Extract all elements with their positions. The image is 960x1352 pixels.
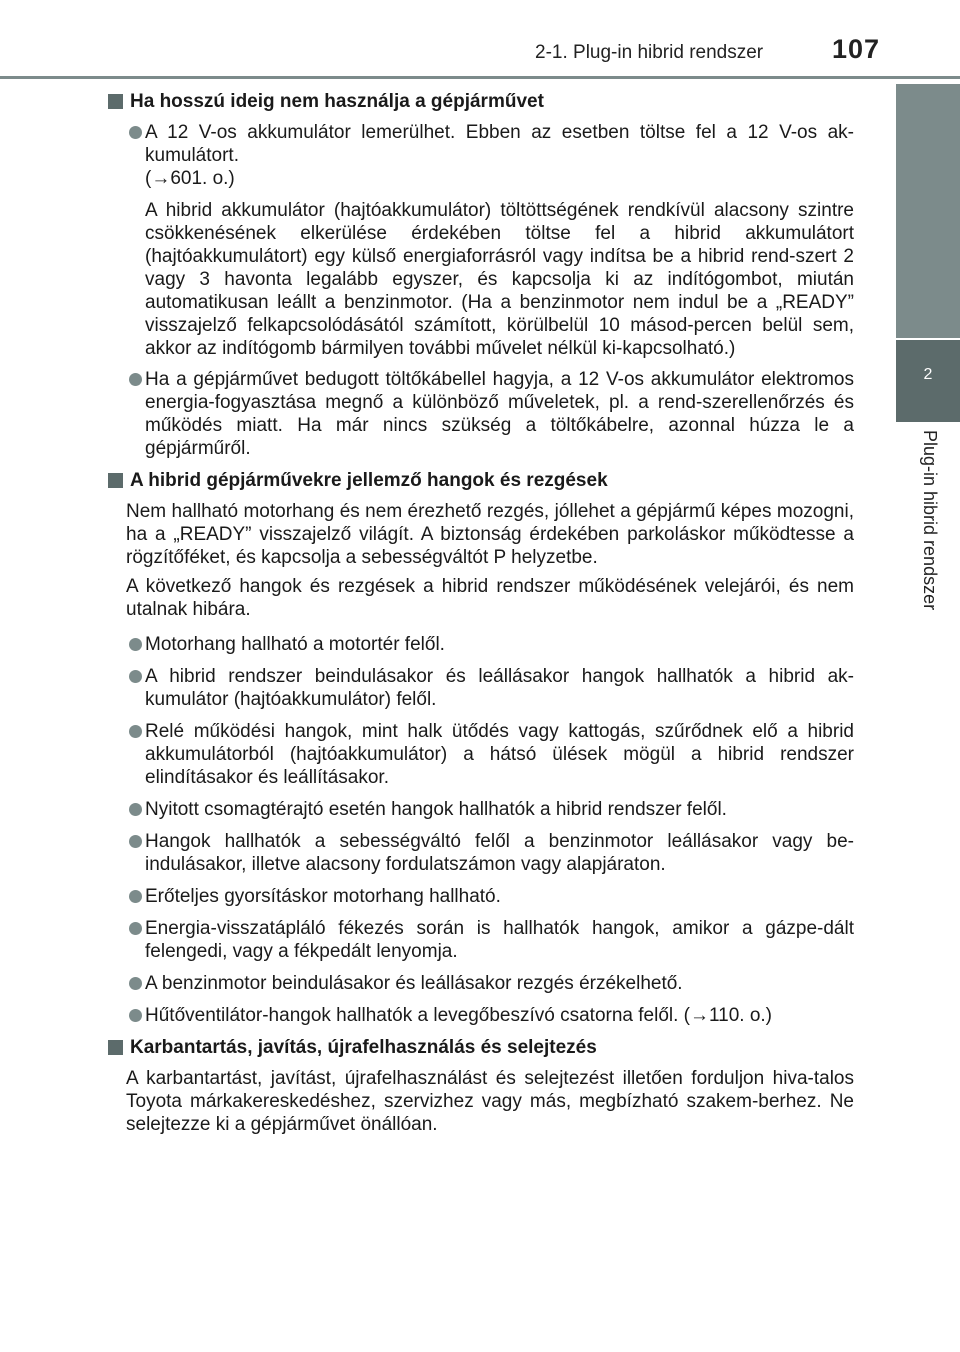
- list-item-text: A hibrid rendszer beindulásakor és leállásakor hangok hallhatók a hibrid ak-kumulátor (hajtóakkumulátor) felől.: [145, 666, 854, 710]
- page-header: [0, 0, 960, 80]
- chapter-number: 2: [923, 366, 933, 383]
- list-item: [108, 633, 854, 656]
- chapter-side-label: [896, 430, 960, 650]
- list-item-text: Nyitott csomagtérajtó esetén hangok hallhatók a hibrid rendszer felől.: [145, 799, 727, 820]
- list-item-text: Motorhang hallható a motortér felől.: [145, 634, 445, 655]
- circle-bullet-icon: [129, 1009, 142, 1022]
- page-number: 107: [832, 34, 881, 64]
- list-item: [108, 830, 854, 876]
- paragraph: A következő hangok és rezgések a hibrid rendszer működésének velejárói, és nem utalnak hibára.: [126, 576, 854, 620]
- circle-bullet-icon: [129, 922, 142, 935]
- circle-bullet-icon: [129, 126, 142, 139]
- section-heading-text: A hibrid gépjárművekre jellemző hangok és rezgések: [130, 470, 608, 491]
- section-heading: [108, 1036, 854, 1059]
- square-bullet-icon: [108, 94, 123, 109]
- circle-bullet-icon: [129, 725, 142, 738]
- circle-bullet-icon: [129, 638, 142, 651]
- list-item: [108, 885, 854, 908]
- chapter-tab: [896, 340, 960, 422]
- section-heading-text: Karbantartás, javítás, újrafelhasználás és selejtezés: [130, 1037, 597, 1058]
- section-heading: [108, 90, 854, 113]
- paragraph: Nem hallható motorhang és nem érezhető rezgés, jóllehet a gépjármű képes mozogni, ha a „READY” visszajelző világít. A biztonság érdekében parkoláskor működtesse a rögzítőféket, és kapcsolja a sebességváltót P helyzetbe.: [126, 501, 854, 568]
- circle-bullet-icon: [129, 890, 142, 903]
- header-rule: [0, 76, 960, 79]
- circle-bullet-icon: [129, 670, 142, 683]
- list-item-text: Ha a gépjárművet bedugott töltőkábellel hagyja, a 12 V-os akkumulátor elektromos energia-fogyasztása megnő a különböző műveletek, pl. a rend-szerellenőrzés és működés miatt. Ha már nincs szükség a töltőkábelre, azonnal húzza le a gépjárműről.: [145, 369, 854, 459]
- circle-bullet-icon: [129, 373, 142, 386]
- list-item-text: Hangok hallhatók a sebességváltó felől a benzinmotor leállásakor vagy be-indulásakor, illetve alacsony fordulatszámon vagy alapjáraton.: [145, 831, 854, 875]
- list-item: [108, 368, 854, 460]
- section-title: 2-1. Plug-in hibrid rendszer: [535, 42, 764, 63]
- circle-bullet-icon: [129, 803, 142, 816]
- chapter-label: Plug-in hibrid rendszer: [920, 430, 940, 611]
- section-heading: [108, 469, 854, 492]
- list-item: [108, 121, 854, 190]
- note-paragraph: A hibrid akkumulátor (hajtóakkumulátor) töltöttségének rendkívül alacsony szintre csökkenésének elkerülése érdekében töltse fel a hibrid akkumulátort (hajtóakkumulátort) egy külső energiaforrásról vagy indítsa be a hibrid rend-szert 2 vagy 3 havonta legalább egyszer, és kapcsolja ki az indítógombot, miután automatikusan leállt a benzinmotor. (Ha a benzinmotor nem indul be a „READY” visszajelző felkapcsolódásától számított, körülbelül 10 másod-percen belül sem, akkor az indítógomb bármilyen további művelet nélkül ki-kapcsolható.): [145, 200, 854, 359]
- list-item-text: Relé működési hangok, mint halk ütődés vagy kattogás, szűrődnek elő a hibrid akkumulátorból (hajtóakkumulátor) a hátsó ülések mögül a hibrid rendszer elindításakor és leállításakor.: [145, 721, 854, 788]
- page-reference[interactable]: (→601. o.): [145, 168, 235, 189]
- list-item: [108, 665, 854, 711]
- list-item-text: Energia-visszatápláló fékezés során is hallhatók hangok, amikor a gázpe-dált felengedi, vagy a fékpedált lenyomja.: [145, 918, 854, 962]
- list-item: [108, 798, 854, 821]
- list-item-text: Hűtőventilátor-hangok hallhatók a levegőbeszívó csatorna felől. (→110. o.): [145, 1005, 773, 1026]
- list-item: [108, 720, 854, 789]
- paragraph: A karbantartást, javítást, újrafelhasználást és selejtezést illetően forduljon hiva-talos Toyota márkakereskedéshez, szervizhez vagy más, megbízható szakem-berhez. Ne selejtezze ki a gépjárművet önállóan.: [126, 1068, 854, 1135]
- circle-bullet-icon: [129, 977, 142, 990]
- square-bullet-icon: [108, 1040, 123, 1055]
- circle-bullet-icon: [129, 835, 142, 848]
- side-bar: [896, 84, 960, 338]
- section-heading-text: Ha hosszú ideig nem használja a gépjárművet: [130, 91, 544, 112]
- list-item-text: A benzinmotor beindulásakor és leállásakor rezgés érzékelhető.: [145, 973, 683, 994]
- list-item-text: A 12 V-os akkumulátor lemerülhet. Ebben az esetben töltse fel a 12 V-os ak-kumulátort.: [145, 122, 854, 166]
- list-item: [108, 972, 854, 995]
- list-item: [108, 917, 854, 963]
- square-bullet-icon: [108, 473, 123, 488]
- page-content: [108, 90, 854, 1142]
- list-item: [108, 1004, 854, 1027]
- list-item-text: Erőteljes gyorsításkor motorhang hallható.: [145, 886, 501, 907]
